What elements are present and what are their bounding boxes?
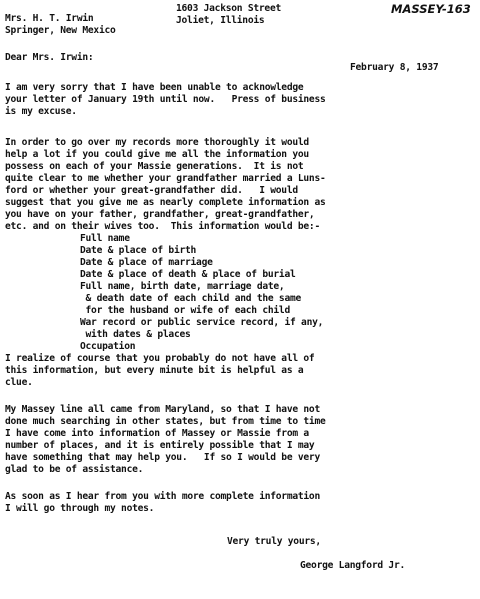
paragraph-line: I have come into information of Massey or Massie from a [5,428,309,439]
list-item: for the husband or wife of each child [80,305,290,316]
list-item: Date & place of marriage [80,257,213,268]
list-item: War record or public service record, if any, [80,317,324,328]
sender-street: 1603 Jackson Street [176,3,281,14]
paragraph-line: suggest that you give me as nearly complete information as [5,197,326,208]
paragraph-line: done much searching in other states, but from time to time [5,416,326,427]
paragraph-line: you have on your father, grandfather, great-grandfather, [5,209,315,220]
paragraph-line: quite clear to me whether your grandfather married a Luns- [5,173,326,184]
list-item: Full name [80,233,130,244]
paragraph-line: I realize of course that you probably do not have all of [5,353,315,364]
signature: George Langford Jr. [300,560,405,571]
paragraph-line: clue. [5,377,33,388]
paragraph-line: I am very sorry that I have been unable to acknowledge [5,82,304,93]
paragraph-line: help a lot if you could give me all the information you [5,149,309,160]
list-item: Date & place of birth [80,245,197,256]
list-item: Full name, birth date, marriage date, [80,281,285,292]
list-item: Occupation [80,341,136,352]
paragraph-line: is my excuse. [5,106,77,117]
recipient-name: Mrs. H. T. Irwin [5,13,94,24]
list-item: Date & place of death & place of burial [80,269,296,280]
letter-date: February 8, 1937 [350,62,439,73]
paragraph-line: this information, but every minute bit is helpful as a [5,365,304,376]
paragraph-line: I will go through my notes. [5,503,155,514]
paragraph-line: In order to go over my records more thoroughly it would [5,137,309,148]
recipient-city: Springer, New Mexico [5,25,116,36]
list-item: with dates & places [80,329,191,340]
paragraph-line: have something that may help you. If so I would be very [5,452,320,463]
list-item: & death date of each child and the same [80,293,302,304]
paragraph-line: As soon as I hear from you with more complete information [5,491,320,502]
paragraph-line: etc. and on their wives too. This information would be:- [5,221,320,232]
paragraph-line: ford or whether your great-grandfather did. I would [5,185,298,196]
paragraph-line: glad to be of assistance. [5,464,144,475]
closing: Very truly yours, [227,536,321,547]
paragraph-line: number of places, and it is entirely possible that I may [5,440,315,451]
paragraph-line: My Massey line all came from Maryland, so that I have not [5,404,320,415]
sender-city: Joliet, Illinois [176,15,265,26]
paragraph-line: possess on each of your Massie generations. It is not [5,161,304,172]
paragraph-line: your letter of January 19th until now. Press of business [5,94,326,105]
catalog-mark: MASSEY-163 [391,2,471,16]
salutation: Dear Mrs. Irwin: [5,52,94,63]
